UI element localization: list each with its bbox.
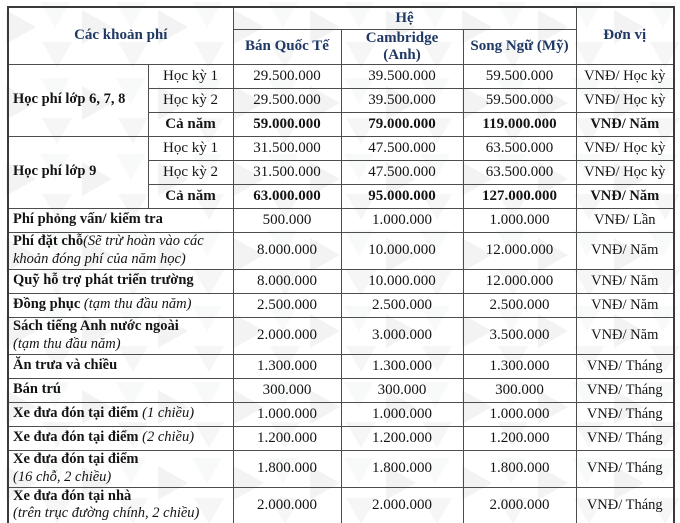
fee-value-cell: 59.500.000 <box>463 88 576 112</box>
fee-value-cell: 2.000.000 <box>233 487 341 523</box>
table-row <box>8 354 674 378</box>
fee-note: (2 chiều) <box>142 429 195 446</box>
fee-value-cell: 300.000 <box>341 378 463 402</box>
fee-label-cell <box>8 317 233 354</box>
unit-cell: VNĐ/ Năm <box>576 232 674 269</box>
table-row <box>8 293 674 317</box>
header-fee-items: Các khoản phí <box>8 7 233 64</box>
fee-label: Ăn trưa và chiều <box>13 357 118 374</box>
fee-value-cell: 47.500.000 <box>341 136 463 160</box>
header-program-ban-quoc-te: Bán Quốc Tế <box>233 29 341 64</box>
unit-cell: VNĐ/ Tháng <box>576 378 674 402</box>
fee-value-cell: 39.500.000 <box>341 64 463 88</box>
fee-label: Xe đưa đón tại điểm <box>13 405 139 422</box>
header-unit: Đơn vị <box>576 7 674 64</box>
table-row <box>8 208 674 232</box>
period-cell: Cả năm <box>148 112 233 136</box>
fee-value-cell: 1.200.000 <box>341 426 463 450</box>
fee-value-cell: 1.200.000 <box>463 426 576 450</box>
fee-label: Sách tiếng Anh nước ngoài <box>13 318 179 335</box>
fee-value-cell: 1.800.000 <box>463 450 576 487</box>
fee-value-cell: 500.000 <box>233 208 341 232</box>
table-row <box>8 317 674 354</box>
fee-value-cell: 10.000.000 <box>341 232 463 269</box>
group-label-grade-9: Học phí lớp 9 <box>8 136 148 208</box>
fee-value-cell: 31.500.000 <box>233 136 341 160</box>
unit-cell: VNĐ/ Năm <box>576 317 674 354</box>
fee-value-cell: 39.500.000 <box>341 88 463 112</box>
fee-value-cell: 1.000.000 <box>463 402 576 426</box>
fee-value-cell: 2.000.000 <box>233 317 341 354</box>
fee-value-cell: 127.000.000 <box>463 184 576 208</box>
fee-value-cell: 1.300.000 <box>233 354 341 378</box>
fee-label: Xe đưa đón tại nhà <box>13 488 132 505</box>
fee-value-cell: 31.500.000 <box>233 160 341 184</box>
fee-value-cell: 3.000.000 <box>341 317 463 354</box>
fee-label-cell <box>8 487 233 523</box>
fee-value-cell: 1.000.000 <box>233 402 341 426</box>
header-program-cambridge: Cambridge (Anh) <box>341 29 463 64</box>
unit-cell: VNĐ/ Tháng <box>576 487 674 523</box>
table-row <box>8 136 674 160</box>
group-label-grade-678: Học phí lớp 6, 7, 8 <box>8 64 148 136</box>
fee-label: Bán trú <box>13 381 61 398</box>
fee-note: (tạm thu đầu năm) <box>83 296 192 313</box>
fee-value-cell: 2.000.000 <box>341 487 463 523</box>
fee-value-cell: 1.300.000 <box>341 354 463 378</box>
fee-label-cell <box>8 293 233 317</box>
fee-label: Phí đặt chỗ <box>13 233 84 250</box>
unit-cell: VNĐ/ Học kỳ <box>576 160 674 184</box>
fee-value-cell: 1.200.000 <box>233 426 341 450</box>
table-row <box>8 450 674 487</box>
period-cell: Học kỳ 1 <box>148 136 233 160</box>
fee-table <box>7 6 675 523</box>
unit-cell: VNĐ/ Học kỳ <box>576 88 674 112</box>
fee-value-cell: 10.000.000 <box>341 269 463 293</box>
fee-value-cell: 2.500.000 <box>233 293 341 317</box>
table-row <box>8 269 674 293</box>
fee-value-cell: 1.000.000 <box>341 208 463 232</box>
fee-value-cell: 2.500.000 <box>341 293 463 317</box>
fee-value-cell: 47.500.000 <box>341 160 463 184</box>
fee-value-cell: 63.500.000 <box>463 136 576 160</box>
unit-cell: VNĐ/ Tháng <box>576 354 674 378</box>
fee-value-cell: 2.000.000 <box>463 487 576 523</box>
unit-cell: VNĐ/ Lần <box>576 208 674 232</box>
header-system: Hệ <box>233 7 576 29</box>
fee-label-cell <box>8 269 233 293</box>
period-cell: Học kỳ 2 <box>148 160 233 184</box>
fee-value-cell: 8.000.000 <box>233 269 341 293</box>
unit-cell: VNĐ/ Tháng <box>576 426 674 450</box>
fee-value-cell: 59.500.000 <box>463 64 576 88</box>
fee-label: Xe đưa đón tại điểm <box>13 429 139 446</box>
fee-label-cell <box>8 426 233 450</box>
fee-note: (trên trục đường chính, 2 chiều) <box>13 505 200 522</box>
fee-note: (1 chiều) <box>142 405 195 422</box>
fee-label: Đồng phục <box>13 296 81 313</box>
fee-value-cell: 12.000.000 <box>463 269 576 293</box>
fee-label: Phí phỏng vấn/ kiểm tra <box>13 211 163 228</box>
fee-label: Xe đưa đón tại điểm <box>13 451 139 468</box>
fee-value-cell: 79.000.000 <box>341 112 463 136</box>
fee-label-cell <box>8 354 233 378</box>
table-row <box>8 378 674 402</box>
fee-value-cell: 1.000.000 <box>341 402 463 426</box>
fee-label-cell <box>8 232 233 269</box>
fee-value-cell: 12.000.000 <box>463 232 576 269</box>
fee-value-cell: 1.300.000 <box>463 354 576 378</box>
fee-note: (tạm thu đầu năm) <box>13 335 121 352</box>
period-cell: Cả năm <box>148 184 233 208</box>
fee-value-cell: 2.500.000 <box>463 293 576 317</box>
fee-value-cell: 1.800.000 <box>233 450 341 487</box>
header-program-song-ngu: Song Ngữ (Mỹ) <box>463 29 576 64</box>
fee-value-cell: 1.800.000 <box>341 450 463 487</box>
table-row <box>8 64 674 88</box>
unit-cell: VNĐ/ Tháng <box>576 450 674 487</box>
table-row <box>8 232 674 269</box>
fee-value-cell: 300.000 <box>463 378 576 402</box>
unit-cell: VNĐ/ Năm <box>576 112 674 136</box>
fee-note: (Sẽ trừ hoàn vào các khoản đóng phí của năm học) <box>13 233 204 267</box>
fee-value-cell: 29.500.000 <box>233 64 341 88</box>
fee-value-cell: 29.500.000 <box>233 88 341 112</box>
fee-value-cell: 95.000.000 <box>341 184 463 208</box>
fee-value-cell: 63.000.000 <box>233 184 341 208</box>
fee-value-cell: 1.000.000 <box>463 208 576 232</box>
fee-value-cell: 119.000.000 <box>463 112 576 136</box>
fee-label-cell <box>8 450 233 487</box>
fee-value-cell: 8.000.000 <box>233 232 341 269</box>
unit-cell: VNĐ/ Học kỳ <box>576 64 674 88</box>
fee-label: Quỹ hỗ trợ phát triển trường <box>13 272 194 289</box>
unit-cell: VNĐ/ Học kỳ <box>576 136 674 160</box>
fee-label-cell <box>8 378 233 402</box>
table-row <box>8 402 674 426</box>
table-row <box>8 487 674 523</box>
fee-value-cell: 3.500.000 <box>463 317 576 354</box>
fee-value-cell: 59.000.000 <box>233 112 341 136</box>
table-row <box>8 426 674 450</box>
fee-label-cell <box>8 402 233 426</box>
unit-cell: VNĐ/ Năm <box>576 184 674 208</box>
unit-cell: VNĐ/ Năm <box>576 269 674 293</box>
unit-cell: VNĐ/ Tháng <box>576 402 674 426</box>
fee-label-cell <box>8 208 233 232</box>
fee-note: (16 chỗ, 2 chiều) <box>13 468 112 485</box>
fee-value-cell: 63.500.000 <box>463 160 576 184</box>
fee-value-cell: 300.000 <box>233 378 341 402</box>
period-cell: Học kỳ 2 <box>148 88 233 112</box>
unit-cell: VNĐ/ Năm <box>576 293 674 317</box>
period-cell: Học kỳ 1 <box>148 64 233 88</box>
header-row-system <box>8 7 674 29</box>
